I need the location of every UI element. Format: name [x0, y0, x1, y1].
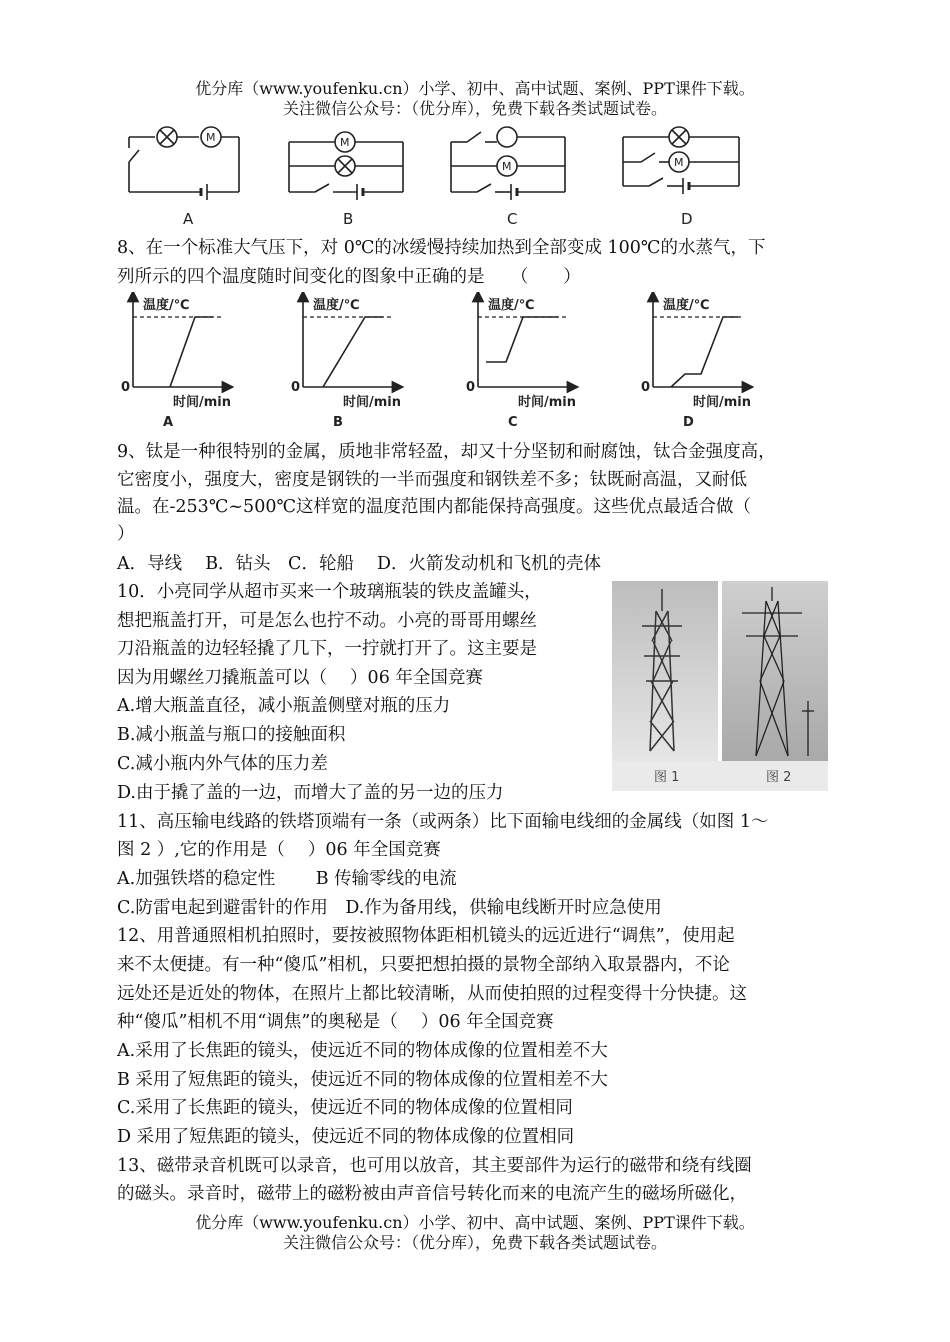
graph-xlabel: 时间/min: [173, 395, 232, 410]
q10-line-3: 刀沿瓶盖的边轻轻撬了几下，一拧就打开了。这主要是: [117, 639, 537, 659]
temperature-graphs: [115, 292, 755, 432]
photo-caption-1: 图 1: [654, 770, 680, 785]
q8-line-1: 8、在一个标准大气压下，对 0℃的冰缓慢持续加热到全部变成 100℃的水蒸气，下: [117, 238, 766, 258]
q12-line-4: 种“傻瓜”相机不用“调焦”的奥秘是（ ）06 年全国竞赛: [117, 1012, 554, 1032]
q12-line-2: 来不太便捷。有一种“傻瓜”相机，只要把想拍摄的景物全部纳入取景器内，不论: [117, 955, 730, 975]
q10-option-c: C.减小瓶内外气体的压力差: [117, 754, 328, 774]
circuit-label-b: B: [343, 210, 354, 228]
photo-caption-2: 图 2: [766, 770, 792, 785]
q13-line-2: 的磁头。录音时，磁带上的磁粉被由声音信号转化而来的电流产生的磁场所磁化，: [117, 1184, 747, 1204]
graph-label: B: [333, 415, 343, 430]
graph-label: C: [508, 415, 518, 430]
q12-line-1: 12、用普通照相机拍照时，要按被照物体距相机镜头的远近进行“调焦”，使用起: [117, 926, 735, 946]
q9-line-1: 9、钛是一种很特别的金属，质地非常轻盈，却又十分坚韧和耐腐蚀，钛合金强度高，: [117, 442, 776, 462]
circuit-a: [129, 127, 239, 200]
q10-option-b: B.减小瓶盖与瓶口的接触面积: [117, 725, 346, 745]
q12-option-b: B 采用了短焦距的镜头，使远近不同的物体成像的位置相差不大: [117, 1070, 608, 1090]
q10-option-a: A.增大瓶盖直径，减小瓶盖侧壁对瓶的压力: [117, 696, 451, 716]
q13-line-1: 13、磁带录音机既可以录音，也可用以放音，其主要部件为运行的磁带和绕有线圈: [117, 1156, 752, 1176]
graph-origin: 0: [641, 380, 651, 395]
graph-ylabel: 温度/℃: [663, 298, 710, 313]
q11-options-ab: A.加强铁塔的稳定性 B 传输零线的电流: [117, 869, 457, 889]
graph-label: A: [163, 415, 174, 430]
q11-line-1: 11、高压输电线路的铁塔顶端有一条（或两条）比下面输电线细的金属线（如图 1～: [117, 812, 769, 832]
header-line-2: 关注微信公众号：（优分库），免费下载各类试题试卷。: [282, 99, 667, 118]
q12-option-d: D 采用了短焦距的镜头，使远近不同的物体成像的位置相同: [117, 1127, 575, 1147]
q10-line-2: 想把瓶盖打开，可是怎么也拧不动。小亮的哥哥用螺丝: [117, 611, 537, 631]
graph-origin: 0: [291, 380, 301, 395]
q9-line-2: 它密度小，强度大，密度是钢铁的一半而强度和钢铁差不多；钛既耐高温，又耐低: [117, 470, 747, 490]
q12-option-c: C.采用了长焦距的镜头，使远近不同的物体成像的位置相同: [117, 1098, 573, 1118]
graph-temperature-curve: [170, 317, 213, 387]
graph-ylabel: 温度/℃: [488, 298, 535, 313]
circuit-label-a: A: [183, 210, 194, 228]
q12-line-3: 远处还是近处的物体，在照片上都比较清晰，从而使拍照的过程变得十分快捷。这: [117, 984, 747, 1004]
graph-xlabel: 时间/min: [693, 395, 752, 410]
circuit-label-d: D: [681, 210, 693, 228]
q10-option-d: D.由于撬了盖的一边，而增大了盖的另一边的压力: [117, 783, 504, 803]
circuit-diagrams: [115, 120, 755, 232]
footer-line-1: 优分库（www.youfenku.cn）小学、初中、高中试题、案例、PPT课件下载。: [195, 1213, 755, 1232]
graph-ylabel: 温度/℃: [143, 298, 190, 313]
q8-line-2: 列所示的四个温度随时间变化的图象中正确的是 （ ）: [117, 267, 581, 287]
photo-1-sky: [612, 581, 718, 761]
header-line-1: 优分库（www.youfenku.cn）小学、初中、高中试题、案例、PPT课件下载。: [195, 79, 755, 98]
graph-origin: 0: [466, 380, 476, 395]
q11-options-cd: C.防雷电起到避雷针的作用 D.作为备用线，供输电线断开时应急使用: [117, 898, 662, 918]
q11-line-2: 图 2 ）,它的作用是（ ）06 年全国竞赛: [117, 840, 441, 860]
svg-text:M: M: [206, 131, 216, 144]
q12-option-a: A.采用了长焦距的镜头，使远近不同的物体成像的位置相差不大: [117, 1041, 608, 1061]
graph-temperature-curve: [671, 317, 738, 387]
svg-text:M: M: [502, 160, 512, 173]
graph-label: D: [683, 415, 694, 430]
q9-line-4: ）: [117, 524, 135, 544]
footer-line-2: 关注微信公众号：（优分库），免费下载各类试题试卷。: [282, 1233, 667, 1252]
tower-photos: [612, 581, 828, 791]
q9-options: A．导线 B．钻头 C．轮船 D．火箭发动机和飞机的壳体: [117, 554, 602, 574]
graph-temperature-curve: [323, 317, 383, 387]
svg-text:M: M: [674, 156, 684, 169]
graph-origin: 0: [121, 380, 131, 395]
q10-line-4: 因为用螺丝刀撬瓶盖可以（ ）06 年全国竞赛: [117, 668, 483, 688]
q10-line-1: 10．小亮同学从超市买来一个玻璃瓶装的铁皮盖罐头，: [117, 582, 542, 602]
graph-xlabel: 时间/min: [343, 395, 402, 410]
graph-xlabel: 时间/min: [518, 395, 577, 410]
graph-ylabel: 温度/℃: [313, 298, 360, 313]
svg-text:M: M: [340, 136, 350, 149]
circuit-label-c: C: [507, 210, 518, 228]
q9-line-3: 温。在-253℃~500℃这样宽的温度范围内都能保持高强度。这些优点最适合做（: [117, 497, 752, 517]
graph-temperature-curve: [486, 317, 558, 362]
